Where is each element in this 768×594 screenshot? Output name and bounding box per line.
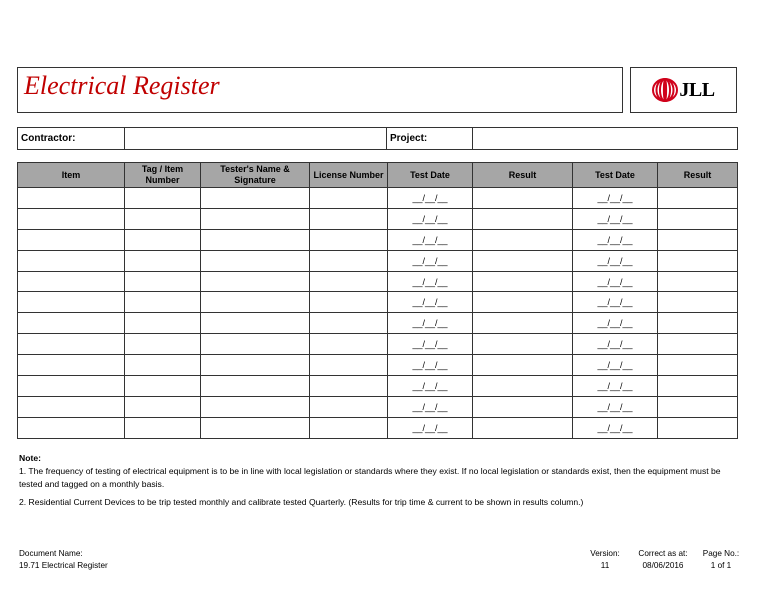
tester-name-signature-cell[interactable] — [201, 376, 310, 397]
test-date-cell[interactable]: __/__/__ — [573, 188, 658, 209]
test-date-cell[interactable]: __/__/__ — [388, 396, 473, 417]
table-row — [18, 334, 738, 355]
document-name-label: Document Name: — [19, 549, 83, 558]
item-cell[interactable] — [18, 250, 125, 271]
result-cell[interactable] — [473, 208, 573, 229]
test-date-cell[interactable]: __/__/__ — [573, 292, 658, 313]
result-cell[interactable] — [658, 271, 738, 292]
result-cell[interactable] — [658, 188, 738, 209]
table-row — [18, 229, 738, 250]
table-row — [18, 396, 738, 417]
page-number-value: 1 of 1 — [710, 561, 732, 570]
header-license-number: License Number — [310, 163, 388, 188]
test-date-cell[interactable]: __/__/__ — [388, 417, 473, 438]
table-body — [18, 188, 738, 439]
result-cell[interactable] — [473, 188, 573, 209]
jll-logo — [652, 78, 714, 102]
table-row — [18, 188, 738, 209]
item-cell[interactable] — [18, 376, 125, 397]
result-cell[interactable] — [658, 313, 738, 334]
page-number-label: Page No.: — [702, 549, 740, 558]
item-cell[interactable] — [18, 229, 125, 250]
tag-item-number-cell[interactable] — [125, 417, 201, 438]
result-cell[interactable] — [473, 250, 573, 271]
test-date-cell[interactable]: __/__/__ — [388, 271, 473, 292]
tester-name-signature-cell[interactable] — [201, 334, 310, 355]
item-cell[interactable] — [18, 417, 125, 438]
tag-item-number-cell[interactable] — [125, 334, 201, 355]
license-number-cell[interactable] — [310, 396, 388, 417]
item-cell[interactable] — [18, 396, 125, 417]
contractor-label: Contractor: — [18, 128, 125, 150]
header-item: Item — [18, 163, 125, 188]
table-row — [18, 313, 738, 334]
tag-item-number-cell[interactable] — [125, 229, 201, 250]
tester-name-signature-cell[interactable] — [201, 292, 310, 313]
tag-item-number-cell[interactable] — [125, 271, 201, 292]
test-date-cell[interactable]: __/__/__ — [573, 271, 658, 292]
logo-text: JLL — [679, 78, 715, 101]
license-number-cell[interactable] — [310, 355, 388, 376]
test-date-cell[interactable]: __/__/__ — [388, 334, 473, 355]
footer-correct-as-at — [632, 548, 694, 572]
info-table — [17, 127, 738, 150]
license-number-cell[interactable] — [310, 376, 388, 397]
header-result-1: Result — [473, 163, 573, 188]
project-field[interactable] — [473, 128, 738, 150]
test-date-cell[interactable]: __/__/__ — [573, 376, 658, 397]
item-cell[interactable] — [18, 188, 125, 209]
tester-name-signature-cell[interactable] — [201, 229, 310, 250]
test-date-cell[interactable]: __/__/__ — [573, 396, 658, 417]
result-cell[interactable] — [658, 355, 738, 376]
result-cell[interactable] — [658, 208, 738, 229]
license-number-cell[interactable] — [310, 229, 388, 250]
test-date-cell[interactable]: __/__/__ — [388, 229, 473, 250]
tag-item-number-cell[interactable] — [125, 355, 201, 376]
header-tester-name-signature: Tester's Name & Signature — [201, 163, 310, 188]
result-cell[interactable] — [473, 334, 573, 355]
item-cell[interactable] — [18, 208, 125, 229]
tag-item-number-cell[interactable] — [125, 313, 201, 334]
notes-section — [19, 452, 739, 509]
contractor-field[interactable] — [125, 128, 387, 150]
result-cell[interactable] — [473, 313, 573, 334]
test-date-cell[interactable]: __/__/__ — [388, 355, 473, 376]
jll-logo-icon — [652, 78, 678, 102]
notes-title: Note: — [19, 453, 41, 463]
tag-item-number-cell[interactable] — [125, 396, 201, 417]
correct-as-at-value: 08/06/2016 — [642, 561, 684, 570]
license-number-cell[interactable] — [310, 271, 388, 292]
tester-name-signature-cell[interactable] — [201, 250, 310, 271]
table-row — [18, 355, 738, 376]
result-cell[interactable] — [658, 417, 738, 438]
table-row — [18, 292, 738, 313]
logo-box — [630, 67, 737, 113]
test-date-cell[interactable]: __/__/__ — [573, 313, 658, 334]
tester-name-signature-cell[interactable] — [201, 417, 310, 438]
test-date-cell[interactable]: __/__/__ — [573, 417, 658, 438]
test-date-cell[interactable]: __/__/__ — [388, 313, 473, 334]
header-test-date-2: Test Date — [573, 163, 658, 188]
table-header-row — [18, 163, 738, 188]
item-cell[interactable] — [18, 334, 125, 355]
header-test-date-1: Test Date — [388, 163, 473, 188]
result-cell[interactable] — [473, 229, 573, 250]
test-date-cell[interactable]: __/__/__ — [573, 355, 658, 376]
header-result-2: Result — [658, 163, 738, 188]
tag-item-number-cell[interactable] — [125, 208, 201, 229]
table-row — [18, 208, 738, 229]
item-cell[interactable] — [18, 292, 125, 313]
tag-item-number-cell[interactable] — [125, 188, 201, 209]
tag-item-number-cell[interactable] — [125, 376, 201, 397]
footer-page-number — [700, 548, 742, 572]
table-row — [18, 250, 738, 271]
tag-item-number-cell[interactable] — [125, 292, 201, 313]
test-date-cell[interactable]: __/__/__ — [573, 208, 658, 229]
result-cell[interactable] — [473, 417, 573, 438]
license-number-cell[interactable] — [310, 292, 388, 313]
item-cell[interactable] — [18, 313, 125, 334]
correct-as-at-label: Correct as at: — [638, 549, 688, 558]
item-cell[interactable] — [18, 271, 125, 292]
header-tag-item-number: Tag / Item Number — [125, 163, 201, 188]
version-label: Version: — [590, 549, 620, 558]
footer-document-name — [19, 548, 108, 572]
tester-name-signature-cell[interactable] — [201, 271, 310, 292]
test-date-cell[interactable]: __/__/__ — [573, 334, 658, 355]
license-number-cell[interactable] — [310, 250, 388, 271]
document-title-box — [17, 67, 623, 113]
license-number-cell[interactable] — [310, 208, 388, 229]
result-cell[interactable] — [473, 376, 573, 397]
tester-name-signature-cell[interactable] — [201, 208, 310, 229]
license-number-cell[interactable] — [310, 334, 388, 355]
test-date-cell[interactable]: __/__/__ — [388, 208, 473, 229]
test-date-cell[interactable]: __/__/__ — [573, 250, 658, 271]
result-cell[interactable] — [473, 292, 573, 313]
item-cell[interactable] — [18, 355, 125, 376]
note-item-2: 2. Residential Current Devices to be trip tested monthly and calibrate tested Quarterly. (Results for trip time & current to be shown in results column.) — [19, 497, 584, 507]
test-date-cell[interactable]: __/__/__ — [388, 250, 473, 271]
version-value: 11 — [600, 561, 610, 570]
tester-name-signature-cell[interactable] — [201, 188, 310, 209]
result-cell[interactable] — [658, 229, 738, 250]
license-number-cell[interactable] — [310, 313, 388, 334]
test-date-cell[interactable]: __/__/__ — [388, 376, 473, 397]
footer-version — [588, 548, 622, 572]
license-number-cell[interactable] — [310, 417, 388, 438]
result-cell[interactable] — [473, 396, 573, 417]
test-date-cell[interactable]: __/__/__ — [388, 292, 473, 313]
tag-item-number-cell[interactable] — [125, 250, 201, 271]
license-number-cell[interactable] — [310, 188, 388, 209]
test-date-cell[interactable]: __/__/__ — [388, 188, 473, 209]
document-name-value: 19.71 Electrical Register — [19, 561, 108, 570]
tester-name-signature-cell[interactable] — [201, 313, 310, 334]
tester-name-signature-cell[interactable] — [201, 355, 310, 376]
register-table — [17, 162, 738, 439]
project-label: Project: — [387, 128, 473, 150]
result-cell[interactable] — [658, 396, 738, 417]
result-cell[interactable] — [473, 271, 573, 292]
result-cell[interactable] — [658, 250, 738, 271]
document-title: Electrical Register — [24, 71, 220, 100]
result-cell[interactable] — [473, 355, 573, 376]
table-row — [18, 271, 738, 292]
table-row — [18, 417, 738, 438]
note-item-1: 1. The frequency of testing of electrical equipment is to be in line with local legislation or standards where they exist. If no local legislation or standards exist, then the equipment must be tested and tagged on a monthly basis. — [19, 466, 721, 489]
result-cell[interactable] — [658, 292, 738, 313]
test-date-cell[interactable]: __/__/__ — [573, 229, 658, 250]
tester-name-signature-cell[interactable] — [201, 396, 310, 417]
result-cell[interactable] — [658, 376, 738, 397]
table-row — [18, 376, 738, 397]
result-cell[interactable] — [658, 334, 738, 355]
